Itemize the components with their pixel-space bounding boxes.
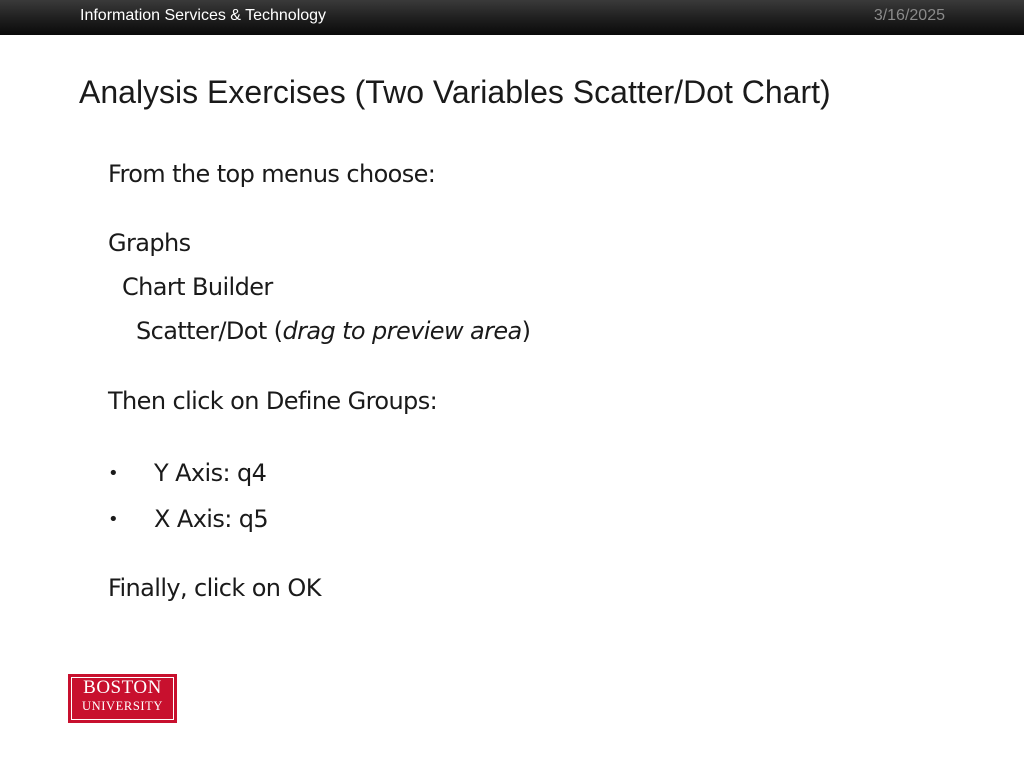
- menu-step-scatter-hint: drag to preview area: [282, 317, 522, 345]
- list-item-y-axis: [108, 459, 266, 487]
- finally-text: Finally, click on OK: [108, 574, 321, 602]
- boston-university-logo: [68, 674, 177, 723]
- menu-step-chart-builder: Chart Builder: [122, 273, 273, 301]
- list-item-x-axis: [108, 505, 268, 533]
- bullet-icon: •: [108, 463, 119, 484]
- logo-text-university: UNIVERSITY: [82, 699, 163, 713]
- menu-step-scatter-prefix: Scatter/Dot (: [136, 317, 283, 345]
- slide-title: Analysis Exercises (Two Variables Scatter/Dot Chart): [79, 74, 831, 110]
- bullet-text-y-axis: Y Axis: q4: [154, 459, 267, 487]
- date-label: 3/16/2025: [873, 7, 945, 24]
- bullet-icon: •: [108, 509, 119, 530]
- menu-step-scatter-dot: [136, 317, 530, 345]
- intro-text: From the top menus choose:: [108, 160, 436, 188]
- menu-step-scatter-suffix: ): [521, 317, 531, 345]
- menu-step-graphs: Graphs: [108, 229, 191, 257]
- header-bar: [0, 0, 1024, 35]
- bullet-text-x-axis: X Axis: q5: [154, 505, 269, 533]
- department-label: Information Services & Technology: [80, 7, 327, 24]
- define-groups-text: Then click on Define Groups:: [108, 387, 438, 415]
- logo-text-boston: BOSTON: [83, 677, 162, 698]
